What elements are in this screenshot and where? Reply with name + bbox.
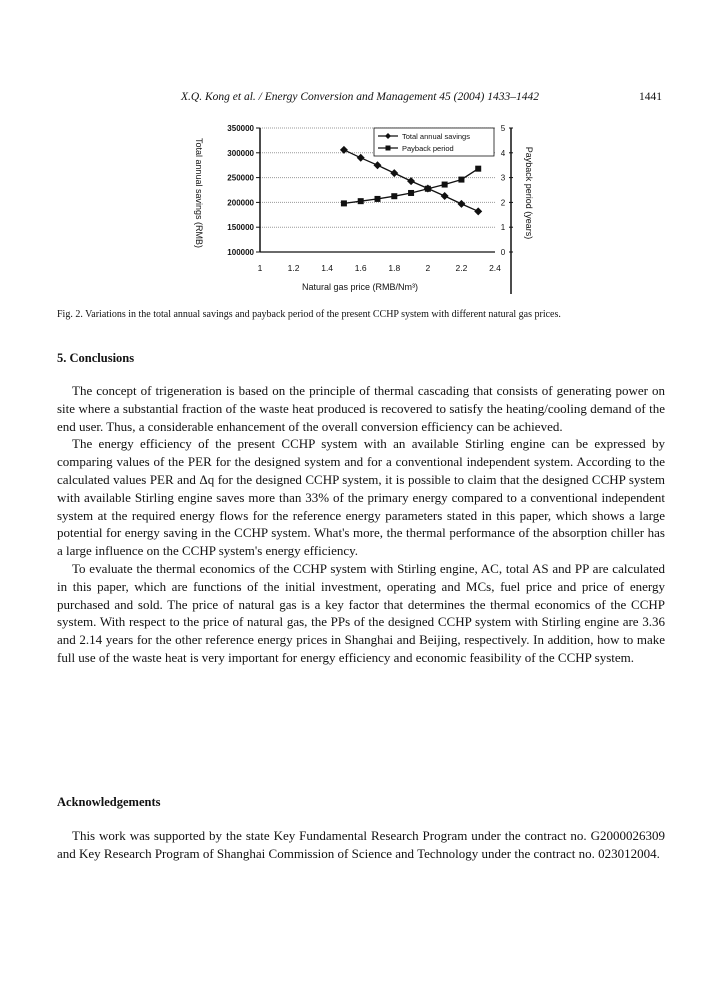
x-tick-label: 1.6 [354, 263, 367, 273]
data-point [391, 193, 397, 199]
data-point [408, 190, 414, 196]
x-tick-label: 2.2 [455, 263, 468, 273]
y-tick-label: 100000 [227, 248, 254, 257]
data-point [458, 177, 464, 183]
y-axis-label [194, 138, 204, 248]
data-point [341, 200, 347, 206]
running-head: X.Q. Kong et al. / Energy Conversion and Management 45 (2004) 1433–1442 [181, 91, 539, 103]
y-tick-label: 300000 [227, 148, 254, 158]
legend-label: Payback period [402, 144, 454, 153]
data-point [441, 192, 449, 200]
data-point [475, 166, 481, 172]
data-point [474, 207, 482, 215]
y2-tick-label: 5 [500, 124, 506, 133]
series-line [344, 169, 478, 204]
paragraph: To evaluate the thermal economics of the CCHP system with Stirling engine, AC, total AS and PP are calculated in this paper, which are functions of the initial investment, operating and MCs, fuel price and price of energy purchased and sold. The price of natural gas is a key factor that determines the thermal economics of the CCHP system. With respect to the price of natural gas, the PPs of the designed CCHP system with Stirling engine are 3.36 and 2.14 years for the other reference energy prices in Shanghai and Beijing, respectively. In addition, how to make full use of the waste heat is very important for energy efficiency and economic feasibility of the CCHP system. [57, 560, 665, 665]
data-point [442, 182, 448, 188]
data-point [457, 200, 465, 208]
x-tick-label: 1.4 [321, 263, 334, 273]
y2-tick-label: 0 [500, 248, 506, 257]
page-number: 1441 [639, 91, 662, 103]
data-point [390, 169, 398, 177]
data-point [407, 177, 415, 185]
svg-text:Total annual savings (RMB): Total annual savings (RMB) [194, 137, 204, 249]
data-point [358, 198, 364, 204]
y2-axis-label [524, 147, 534, 240]
figure-caption: Fig. 2. Variations in the total annual savings and payback period of the present CCHP system with different natural gas prices. [57, 309, 561, 320]
legend-marker [386, 146, 391, 151]
conclusions-body [57, 382, 665, 667]
acknowledgements-body [57, 827, 665, 863]
x-tick-label: 1.2 [287, 263, 300, 273]
legend-label: Total annual savings [402, 132, 470, 141]
y2-tick-label: 2 [500, 198, 506, 208]
y-tick-label: 150000 [227, 223, 254, 233]
y2-tick-label: 4 [500, 148, 506, 158]
figure [160, 115, 560, 300]
y2-tick-label: 1 [500, 223, 506, 233]
data-point [357, 154, 365, 162]
data-point [375, 196, 381, 202]
acknowledgements-heading: Acknowledgements [57, 795, 161, 809]
x-axis-label: Natural gas price (RMB/Nm³) [301, 282, 419, 292]
paragraph: The concept of trigeneration is based on the principle of thermal cascading that consists of generating power on site where a substantial fraction of the waste heat produced is recovered to satisfy the heating/cooling demand of the end user. Thus, a considerable enhancement of the overall conversion efficiency can be achieved. [57, 383, 665, 434]
x-tick-label: 1.8 [388, 263, 401, 273]
y2-tick-label: 3 [500, 173, 506, 183]
y-tick-label: 250000 [227, 173, 254, 183]
data-point [374, 161, 382, 169]
y-tick-label: 350000 [227, 124, 254, 133]
chart [160, 115, 560, 300]
paragraph: The energy efficiency of the present CCHP system with an available Stirling engine can be expressed by comparing values of the PER for the designed system and for a conventional independent system. According to the calculated values PER and Δq for the designed CCHP system, it is possible to claim that the designed CCHP system with available Stirling engine saves more than 33% of the primary energy compared to a conventional independent system at the required energy flows for the reference energy parameters stated in this paper, which shows a large potential for energy saving in the CCHP system. What's more, the thermal performance of the absorption chiller has a large influence on the CCHP system's energy efficiency. [57, 436, 665, 559]
svg-text:Payback period (years): Payback period (years) [524, 146, 534, 240]
paragraph: This work was supported by the state Key Fundamental Research Program under the contract no. G2000026309 and Key Research Program of Shanghai Commission of Science and Technology under the contract no. 023012004. [57, 828, 665, 861]
section-heading: 5. Conclusions [57, 351, 135, 365]
x-tick-label: 2 [425, 263, 431, 273]
y-tick-label: 200000 [227, 198, 254, 208]
data-point [425, 186, 431, 192]
x-tick-label: 2.4 [489, 263, 501, 273]
x-tick-label: 1 [257, 263, 263, 273]
